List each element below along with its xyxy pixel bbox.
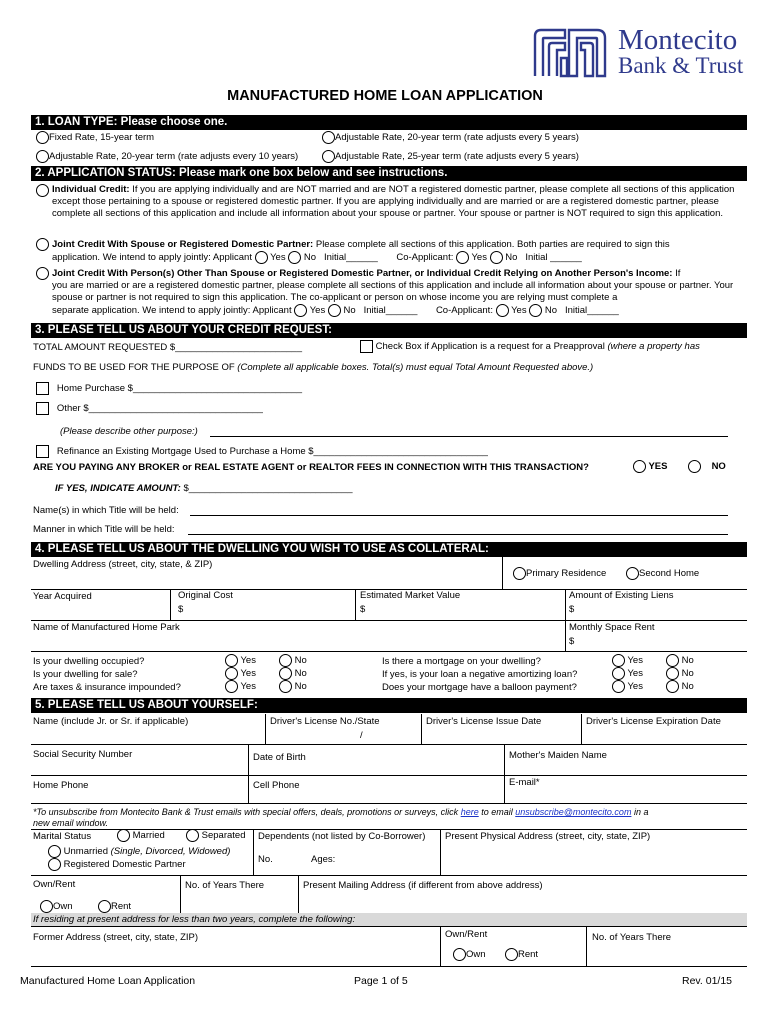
rdp-radio[interactable] xyxy=(48,858,61,871)
radio-icon[interactable] xyxy=(225,654,238,667)
balloon-question: Does your mortgage have a balloon payment? xyxy=(382,682,577,693)
own-label: Own xyxy=(466,949,486,961)
loan-option-a[interactable] xyxy=(36,131,154,144)
radio-icon[interactable] xyxy=(666,667,679,680)
home-purchase-checkbox[interactable] xyxy=(36,382,49,395)
home-park-label: Name of Manufactured Home Park xyxy=(33,622,180,633)
dl-number-label: Driver's License No./State xyxy=(270,716,380,727)
years-there-label: No. of Years There xyxy=(185,880,265,891)
space-rent-label: Monthly Space Rent xyxy=(569,622,655,633)
section4-header: 4. PLEASE TELL US ABOUT THE DWELLING YOU WISH TO USE AS COLLATERAL: xyxy=(31,542,747,557)
taxes-no[interactable] xyxy=(279,680,307,693)
total-amount-field[interactable]: TOTAL AMOUNT REQUESTED $________________________ xyxy=(33,342,302,353)
mailing-address-label: Present Mailing Address (if different from above address) xyxy=(303,880,543,891)
joint-other-label: Joint Credit With Person(s) Other Than Spouse or Registered Domestic Partner, or Individual Credit Relying on Another Person's Income: xyxy=(52,268,673,279)
other-field[interactable]: Other $_________________________________ xyxy=(56,403,263,415)
unmarried-note: (Single, Divorced, Widowed) xyxy=(110,846,231,858)
rent-option[interactable] xyxy=(98,900,131,913)
applicant-yes-radio[interactable] xyxy=(294,304,307,317)
dob-label: Date of Birth xyxy=(253,752,306,763)
title-manner-label: Manner in which Title will be held: xyxy=(33,524,175,535)
section5-header: 5. PLEASE TELL US ABOUT YOURSELF: xyxy=(31,698,747,713)
initial-field[interactable]: Initial ______ xyxy=(525,252,582,264)
yes-label: YES xyxy=(648,461,668,473)
applicant-no-radio[interactable] xyxy=(288,251,301,264)
individual-credit-label: Individual Credit: xyxy=(52,184,130,195)
former-own-option[interactable] xyxy=(453,948,486,961)
dl-expiration-label: Driver's License Expiration Date xyxy=(586,716,721,727)
preapproval-note: (where a property has xyxy=(607,341,700,353)
joint-spouse-label: Joint Credit With Spouse or Registered Domestic Partner: xyxy=(52,239,314,250)
no-label: No xyxy=(343,305,356,317)
radio-icon[interactable] xyxy=(279,680,292,693)
dl-slash: / xyxy=(360,730,363,741)
for-sale-yes[interactable] xyxy=(225,667,256,680)
joint-spouse-radio[interactable] xyxy=(36,238,49,251)
joint-other-apply: separate application. We intend to apply jointly: Applicant xyxy=(52,305,292,317)
other-describe-line[interactable] xyxy=(210,436,728,437)
former-address-label: Former Address (street, city, state, ZIP) xyxy=(33,932,199,943)
individual-credit-desc: If you are applying individually and are NOT married and are NOT a registered domestic partner, please complete all sections of this application except those pertaining to a spouse or registered domestic partner. If you are applying individually and are married or are a registered domestic partner, please complete all sections of this application and include all information about your spouse or partner. Your spouse or partner is NOT required to sign this application. xyxy=(52,184,735,219)
married-radio[interactable] xyxy=(117,829,130,842)
broker-no-radio[interactable] xyxy=(688,460,701,473)
dwelling-address-label: Dwelling Address (street, city, state, & ZIP) xyxy=(33,559,213,570)
radio-icon[interactable] xyxy=(279,654,292,667)
individual-credit-radio[interactable] xyxy=(36,184,49,197)
dl-issue-label: Driver's License Issue Date xyxy=(426,716,542,727)
yes-label: Yes xyxy=(270,252,286,264)
preapproval-label: Check Box if Application is a request for a Preapproval xyxy=(375,341,605,353)
present-address-label: Present Physical Address (street, city, state, ZIP) xyxy=(445,831,651,842)
radio-icon[interactable] xyxy=(322,150,335,163)
other-describe-label: (Please describe other purpose:) xyxy=(60,426,198,437)
funds-row xyxy=(33,362,593,373)
co-applicant-yes-radio[interactable] xyxy=(456,251,469,264)
rdp-label: Registered Domestic Partner xyxy=(63,859,186,871)
initial-field[interactable]: Initial______ xyxy=(363,305,418,317)
for-sale-no[interactable] xyxy=(279,667,307,680)
year-acquired-label: Year Acquired xyxy=(33,591,92,602)
logo-mark-icon xyxy=(531,26,609,78)
broker-fees-question: ARE YOU PAYING ANY BROKER or REAL ESTATE AGENT or REALTOR FEES IN CONNECTION WITH THIS TRANSACTION? xyxy=(33,462,589,473)
if-yes-label: IF YES, INDICATE AMOUNT: xyxy=(55,483,181,494)
yes-label: Yes xyxy=(627,668,643,680)
cell-phone-label: Cell Phone xyxy=(253,780,300,791)
title-names-line[interactable] xyxy=(190,515,728,516)
married-label: Married xyxy=(132,830,165,842)
market-value-label: Estimated Market Value xyxy=(360,590,461,601)
section3-header: 3. PLEASE TELL US ABOUT YOUR CREDIT REQUEST: xyxy=(31,323,747,338)
unsub-text: to email xyxy=(481,807,513,817)
primary-residence-radio[interactable] xyxy=(513,567,526,580)
co-applicant-label: Co-Applicant: xyxy=(396,252,454,264)
loan-option-d-label: Adjustable Rate, 25-year term (rate adjusts every 5 years) xyxy=(335,151,579,163)
former-own-radio[interactable] xyxy=(453,948,466,961)
initial-field[interactable]: Initial______ xyxy=(323,252,378,264)
joint-other-heading xyxy=(52,268,680,279)
occupied-yes[interactable] xyxy=(225,654,256,667)
section1-header: 1. LOAN TYPE: Please choose one. xyxy=(31,115,747,130)
no-label: No xyxy=(303,252,317,264)
original-cost-label: Original Cost xyxy=(178,590,233,601)
title-names-label: Name(s) in which Title will be held: xyxy=(33,505,179,516)
yes-label: Yes xyxy=(471,252,487,264)
separated-radio[interactable] xyxy=(186,829,199,842)
unsub-text: in a xyxy=(633,807,649,817)
unsubscribe-note xyxy=(33,807,745,829)
rent-radio[interactable] xyxy=(98,900,111,913)
preapproval-row xyxy=(360,340,700,353)
joint-other-if: If xyxy=(675,268,681,279)
unsub-text: new email window. xyxy=(33,818,109,828)
separated-option[interactable] xyxy=(186,829,245,842)
former-rent-radio[interactable] xyxy=(505,948,518,961)
neg-amort-yes[interactable] xyxy=(612,667,643,680)
primary-residence-label: Primary Residence xyxy=(526,568,607,580)
funds-label: FUNDS TO BE USED FOR THE PURPOSE OF xyxy=(33,362,235,373)
neg-amort-no[interactable] xyxy=(666,667,694,680)
former-own-rent-label: Own/Rent xyxy=(445,929,488,940)
joint-spouse-desc: Please complete all sections of this application. Both parties are required to sign this xyxy=(315,239,670,250)
dollar-sign: $ xyxy=(360,604,366,615)
joint-apply-text: application. We intend to apply jointly: Applicant xyxy=(52,252,252,264)
loan-option-a-label: Fixed Rate, 15-year term xyxy=(49,132,155,144)
logo-line1: Montecito xyxy=(618,24,738,56)
page-number: Page 1 of 5 xyxy=(354,975,408,987)
title-manner-line[interactable] xyxy=(188,534,728,535)
home-purchase-row xyxy=(36,382,302,395)
rent-label: Rent xyxy=(518,949,539,961)
name-label: Name (include Jr. or Sr. if applicable) xyxy=(33,716,189,727)
unmarried-option[interactable] xyxy=(48,845,230,858)
existing-liens-label: Amount of Existing Liens xyxy=(569,590,674,601)
married-option[interactable] xyxy=(117,829,165,842)
funds-note: (Complete all applicable boxes. Total(s) must equal Total Amount Requested above.) xyxy=(237,362,594,373)
broker-no[interactable] xyxy=(688,460,726,473)
radio-icon[interactable] xyxy=(612,667,625,680)
yes-label: Yes xyxy=(627,681,643,693)
unsub-text: *To unsubscribe from Montecito Bank & Trust emails with special offers, deals, promotions or surveys, click xyxy=(33,807,459,817)
co-applicant-label: Co-Applicant: xyxy=(435,305,493,317)
co-applicant-yes-radio[interactable] xyxy=(496,304,509,317)
no-label: No xyxy=(294,668,307,680)
initial-field[interactable]: Initial______ xyxy=(564,305,619,317)
no-label: No xyxy=(294,655,307,667)
refinance-checkbox[interactable] xyxy=(36,445,49,458)
joint-other-desc: you are married or are a registered domestic partner, please complete all sections of this application and include all information about your spouse or partner. Your spouse or partner is not required to sign this application. The co-applicant or person on whose income you are relying must complete a xyxy=(52,280,734,303)
dependents-no-label: No. xyxy=(258,854,273,865)
former-rent-option[interactable] xyxy=(505,948,538,961)
rdp-option[interactable] xyxy=(48,858,186,871)
joint-spouse-line2 xyxy=(52,251,582,264)
radio-icon[interactable] xyxy=(279,667,292,680)
home-purchase-field[interactable]: Home Purchase $________________________________ xyxy=(56,383,303,395)
loan-option-d[interactable] xyxy=(322,150,579,163)
radio-icon[interactable] xyxy=(322,131,335,144)
loan-option-b[interactable] xyxy=(322,131,579,144)
applicant-yes-radio[interactable] xyxy=(255,251,268,264)
yes-label: Yes xyxy=(309,305,326,317)
other-purpose-row xyxy=(36,402,263,415)
dependents-label: Dependents (not listed by Co-Borrower) xyxy=(258,831,426,842)
no-label: No xyxy=(294,681,307,693)
own-rent-label: Own/Rent xyxy=(33,879,76,890)
separated-label: Separated xyxy=(201,830,246,842)
unmarried-label: Unmarried xyxy=(63,846,108,858)
radio-icon[interactable] xyxy=(612,654,625,667)
primary-residence[interactable] xyxy=(513,567,606,580)
footer-title: Manufactured Home Loan Application xyxy=(20,975,196,987)
mortgage-question: Is there a mortgage on your dwelling? xyxy=(382,656,541,667)
other-checkbox[interactable] xyxy=(36,402,49,415)
dollar-sign: $ xyxy=(569,636,575,647)
logo-line2: Bank & Trust xyxy=(618,53,744,78)
for-sale-question: Is your dwelling for sale? xyxy=(33,669,138,680)
co-applicant-no-radio[interactable] xyxy=(529,304,542,317)
bank-logo xyxy=(531,26,746,78)
if-yes-row xyxy=(55,483,353,494)
home-phone-label: Home Phone xyxy=(33,780,89,791)
neg-amort-question: If yes, is your loan a negative amortizing loan? xyxy=(382,669,578,680)
email-label: E-mail* xyxy=(509,777,540,788)
no-label: NO xyxy=(711,461,726,473)
joint-other-radio[interactable] xyxy=(36,267,49,280)
page-title: MANUFACTURED HOME LOAN APPLICATION xyxy=(227,88,543,104)
mortgage-no[interactable] xyxy=(666,654,694,667)
unmarried-radio[interactable] xyxy=(48,845,61,858)
second-home-label: Second Home xyxy=(639,568,700,580)
revision: Rev. 01/15 xyxy=(682,975,733,987)
marital-status-label: Marital Status xyxy=(33,831,92,842)
own-radio[interactable] xyxy=(40,900,53,913)
own-option[interactable] xyxy=(40,900,73,913)
no-label: No xyxy=(505,252,518,264)
broker-yes-radio[interactable] xyxy=(633,460,646,473)
no-label: No xyxy=(681,681,694,693)
taxes-yes[interactable] xyxy=(225,680,256,693)
occupied-question: Is your dwelling occupied? xyxy=(33,656,145,667)
loan-option-c[interactable] xyxy=(36,150,298,163)
taxes-question: Are taxes & insurance impounded? xyxy=(33,682,181,693)
rent-label: Rent xyxy=(111,901,132,913)
second-home[interactable] xyxy=(626,567,699,580)
second-home-radio[interactable] xyxy=(626,567,639,580)
mortgage-yes[interactable] xyxy=(612,654,643,667)
radio-icon[interactable] xyxy=(225,667,238,680)
loan-option-b-label: Adjustable Rate, 20-year term (rate adjusts every 5 years) xyxy=(335,132,579,144)
radio-icon[interactable] xyxy=(225,680,238,693)
maiden-name-label: Mother's Maiden Name xyxy=(509,750,607,761)
ssn-label: Social Security Number xyxy=(33,749,133,760)
individual-credit-text xyxy=(52,184,742,220)
preapproval-checkbox[interactable] xyxy=(360,340,373,353)
dependents-ages-label: Ages: xyxy=(311,854,336,865)
unsubscribe-here-link[interactable]: here xyxy=(460,807,479,817)
two-years-note: If residing at present address for less than two years, complete the following: xyxy=(33,914,356,925)
broker-yes[interactable] xyxy=(633,460,667,473)
no-label: No xyxy=(544,305,558,317)
refinance-field[interactable]: Refinance an Existing Mortgage Used to Purchase a Home $_________________________________ xyxy=(56,446,488,458)
no-label: No xyxy=(681,668,694,680)
occupied-no[interactable] xyxy=(279,654,307,667)
radio-icon[interactable] xyxy=(666,654,679,667)
applicant-no-radio[interactable] xyxy=(328,304,341,317)
dollar-sign: $ xyxy=(569,604,575,615)
balloon-no[interactable] xyxy=(666,680,694,693)
if-yes-amount-field[interactable]: $_______________________________ xyxy=(183,483,353,494)
loan-option-c-label: Adjustable Rate, 20-year term (rate adjusts every 10 years) xyxy=(49,151,299,163)
refinance-row xyxy=(36,445,488,458)
balloon-yes[interactable] xyxy=(612,680,643,693)
co-applicant-no-radio[interactable] xyxy=(490,251,503,264)
own-label: Own xyxy=(53,901,73,913)
joint-other-line xyxy=(52,304,619,317)
yes-label: Yes xyxy=(240,681,256,693)
joint-spouse-text xyxy=(52,239,670,250)
yes-label: Yes xyxy=(240,668,256,680)
dollar-sign: $ xyxy=(178,604,184,615)
radio-icon[interactable] xyxy=(36,131,49,144)
section2-header: 2. APPLICATION STATUS: Please mark one box below and see instructions. xyxy=(31,166,747,181)
former-years-there-label: No. of Years There xyxy=(592,932,672,943)
radio-icon[interactable] xyxy=(612,680,625,693)
no-label: No xyxy=(681,655,694,667)
yes-label: Yes xyxy=(511,305,527,317)
unsubscribe-email-link[interactable]: unsubscribe@montecito.com xyxy=(515,807,632,817)
radio-icon[interactable] xyxy=(36,150,49,163)
radio-icon[interactable] xyxy=(666,680,679,693)
yes-label: Yes xyxy=(240,655,256,667)
yes-label: Yes xyxy=(627,655,643,667)
